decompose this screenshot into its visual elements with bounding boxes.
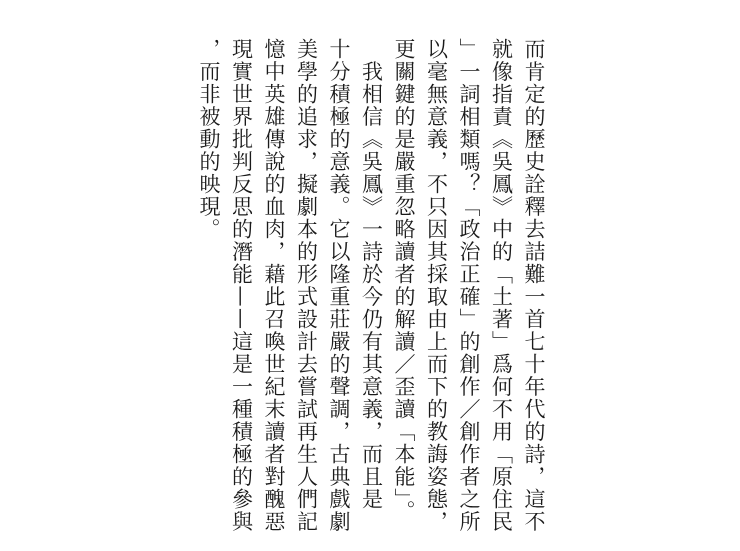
text-column: 現實世界批判反思的潛能——這是一種積極的參與 xyxy=(229,38,254,533)
text-column: 以毫無意義，不只因其採取由上而下的教誨姿態， xyxy=(424,38,449,533)
text-column: 更關鍵的是嚴重忽略讀者的解讀／歪讀「本能」。 xyxy=(392,38,416,523)
text-column: 美學的追求，擬劇本的形式設計去嘗試再生人們記 xyxy=(294,38,319,533)
text-column: 就像指責《吳鳳》中的「土著」爲何不用「原住民 xyxy=(489,38,514,533)
text-column: 而肯定的歷史詮釋去詰難一首七十年代的詩，這不 xyxy=(522,38,546,533)
text-column: 十分積極的意義。它以隆重莊嚴的聲調，古典戲劇 xyxy=(327,38,351,533)
text-column: 憶中英雄傳說的血肉，藉此召喚世紀末讀者對醜惡 xyxy=(262,38,286,533)
text-column: 我相信《吳鳳》一詩於今仍有其意義，而且是 xyxy=(359,38,384,511)
vertical-text-body xyxy=(180,38,550,533)
text-column: ，而非被動的映現。 xyxy=(197,38,221,241)
text-column: 」一詞相類嗎？「政治正確」的創作／創作者之所 xyxy=(457,38,481,533)
